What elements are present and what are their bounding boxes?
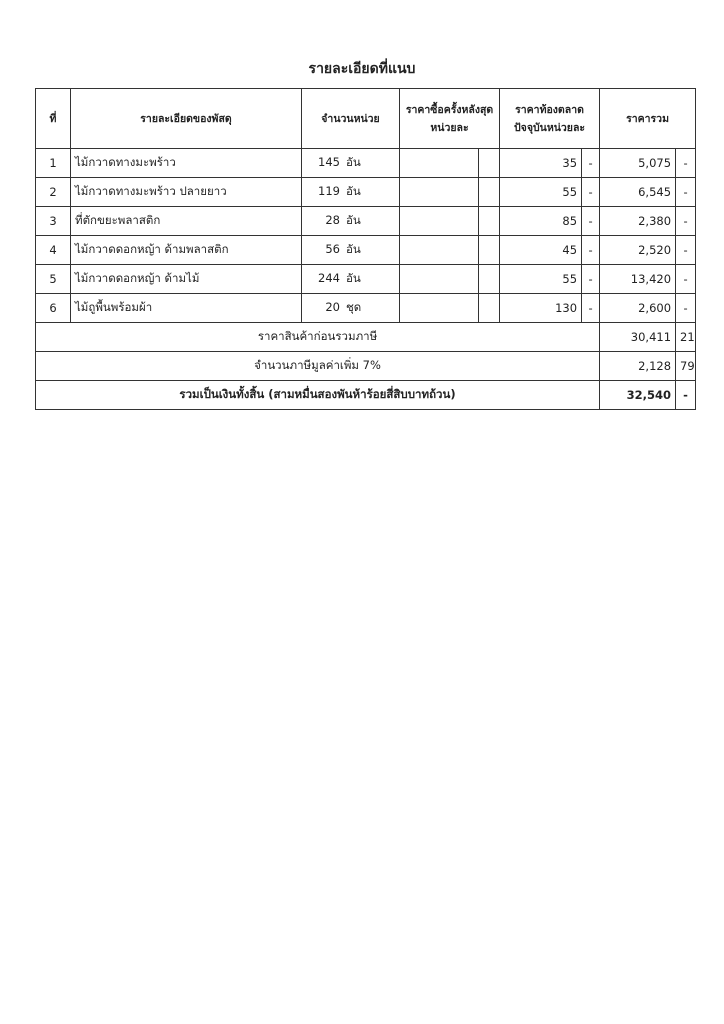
table-header-row bbox=[36, 89, 696, 149]
header-market-price bbox=[500, 89, 600, 149]
row-qty-unit: ชุด bbox=[346, 300, 362, 314]
grand-total-label: รวมเป็นเงินทั้งสิ้น (สามหมื่นสองพันห้าร้อยสี่สิบบาทถ้วน) bbox=[36, 381, 600, 410]
row-total: 13,420 bbox=[600, 265, 676, 294]
subtotal-baht: 30,411 bbox=[600, 323, 676, 352]
row-last-price bbox=[400, 265, 479, 294]
row-qty-number: 119 bbox=[318, 184, 340, 198]
row-total: 2,520 bbox=[600, 236, 676, 265]
row-qty-unit: อัน bbox=[346, 155, 361, 169]
row-qty-number: 145 bbox=[318, 155, 340, 169]
row-qty-number: 56 bbox=[325, 242, 340, 256]
row-qty-unit: อัน bbox=[346, 271, 361, 285]
row-last-price bbox=[400, 236, 479, 265]
row-qty-unit: อัน bbox=[346, 242, 361, 256]
row-detail: ไม้กวาดดอกหญ้า ด้ามพลาสติก bbox=[71, 236, 302, 265]
row-qty bbox=[302, 149, 400, 178]
row-qty-number: 20 bbox=[325, 300, 340, 314]
row-last-price bbox=[400, 178, 479, 207]
row-qty bbox=[302, 207, 400, 236]
vat-label: จำนวนภาษีมูลค่าเพิ่ม 7% bbox=[36, 352, 600, 381]
row-qty-number: 244 bbox=[318, 271, 340, 285]
row-last-price-satang bbox=[479, 294, 500, 323]
row-detail: ไม้กวาดทางมะพร้าว bbox=[71, 149, 302, 178]
row-no: 4 bbox=[36, 236, 71, 265]
row-last-price bbox=[400, 207, 479, 236]
row-qty bbox=[302, 294, 400, 323]
row-qty bbox=[302, 265, 400, 294]
row-detail: ไม้กวาดดอกหญ้า ด้ามไม้ bbox=[71, 265, 302, 294]
row-detail: ที่ตักขยะพลาสติก bbox=[71, 207, 302, 236]
row-qty bbox=[302, 236, 400, 265]
header-market-price-line1: ราคาท้องตลาด bbox=[515, 103, 584, 116]
row-market-price: 45 bbox=[500, 236, 582, 265]
header-last-price bbox=[400, 89, 500, 149]
row-last-price-satang bbox=[479, 265, 500, 294]
row-qty-unit: อัน bbox=[346, 184, 361, 198]
table-row bbox=[36, 178, 696, 207]
table-row bbox=[36, 149, 696, 178]
row-no: 1 bbox=[36, 149, 71, 178]
row-market-price-satang: - bbox=[582, 149, 600, 178]
row-market-price-satang: - bbox=[582, 236, 600, 265]
vat-row bbox=[36, 352, 696, 381]
row-last-price-satang bbox=[479, 236, 500, 265]
row-last-price bbox=[400, 294, 479, 323]
row-qty bbox=[302, 178, 400, 207]
row-no: 2 bbox=[36, 178, 71, 207]
header-total: ราคารวม bbox=[600, 89, 696, 149]
row-total-satang: - bbox=[676, 178, 696, 207]
header-last-price-line1: ราคาซื้อครั้งหลังสุด bbox=[405, 103, 494, 116]
row-market-price: 55 bbox=[500, 265, 582, 294]
row-total-satang: - bbox=[676, 149, 696, 178]
row-no: 6 bbox=[36, 294, 71, 323]
table-row bbox=[36, 265, 696, 294]
row-last-price bbox=[400, 149, 479, 178]
subtotal-satang: 21 bbox=[676, 323, 696, 352]
table-row bbox=[36, 294, 696, 323]
row-total: 5,075 bbox=[600, 149, 676, 178]
row-last-price-satang bbox=[479, 207, 500, 236]
items-table bbox=[35, 88, 696, 410]
header-qty: จำนวนหน่วย bbox=[302, 89, 400, 149]
row-total-satang: - bbox=[676, 236, 696, 265]
grand-total-baht: 32,540 bbox=[600, 381, 676, 410]
header-last-price-line2: หน่วยละ bbox=[430, 121, 469, 134]
row-detail: ไม้ถูพื้นพร้อมผ้า bbox=[71, 294, 302, 323]
row-total-satang: - bbox=[676, 207, 696, 236]
row-last-price-satang bbox=[479, 178, 500, 207]
row-total-satang: - bbox=[676, 294, 696, 323]
row-no: 5 bbox=[36, 265, 71, 294]
vat-satang: 79 bbox=[676, 352, 696, 381]
grand-total-row bbox=[36, 381, 696, 410]
row-total: 2,600 bbox=[600, 294, 676, 323]
row-qty-number: 28 bbox=[325, 213, 340, 227]
row-qty-unit: อัน bbox=[346, 213, 361, 227]
row-market-price: 85 bbox=[500, 207, 582, 236]
row-market-price: 55 bbox=[500, 178, 582, 207]
row-detail: ไม้กวาดทางมะพร้าว ปลายยาว bbox=[71, 178, 302, 207]
header-detail: รายละเอียดของพัสดุ bbox=[71, 89, 302, 149]
row-market-price-satang: - bbox=[582, 178, 600, 207]
document-title: รายละเอียดที่แนบ bbox=[308, 61, 416, 77]
row-total-satang: - bbox=[676, 265, 696, 294]
table-row bbox=[36, 207, 696, 236]
header-no: ที่ bbox=[36, 89, 71, 149]
row-market-price: 130 bbox=[500, 294, 582, 323]
subtotal-row bbox=[36, 323, 696, 352]
row-no: 3 bbox=[36, 207, 71, 236]
row-market-price-satang: - bbox=[582, 207, 600, 236]
vat-baht: 2,128 bbox=[600, 352, 676, 381]
table-row bbox=[36, 236, 696, 265]
subtotal-label: ราคาสินค้าก่อนรวมภาษี bbox=[36, 323, 600, 352]
grand-total-satang: - bbox=[676, 381, 696, 410]
row-last-price-satang bbox=[479, 149, 500, 178]
header-market-price-line2: ปัจจุบันหน่วยละ bbox=[514, 121, 586, 134]
row-market-price-satang: - bbox=[582, 265, 600, 294]
row-total: 2,380 bbox=[600, 207, 676, 236]
row-market-price: 35 bbox=[500, 149, 582, 178]
row-total: 6,545 bbox=[600, 178, 676, 207]
row-market-price-satang: - bbox=[582, 294, 600, 323]
